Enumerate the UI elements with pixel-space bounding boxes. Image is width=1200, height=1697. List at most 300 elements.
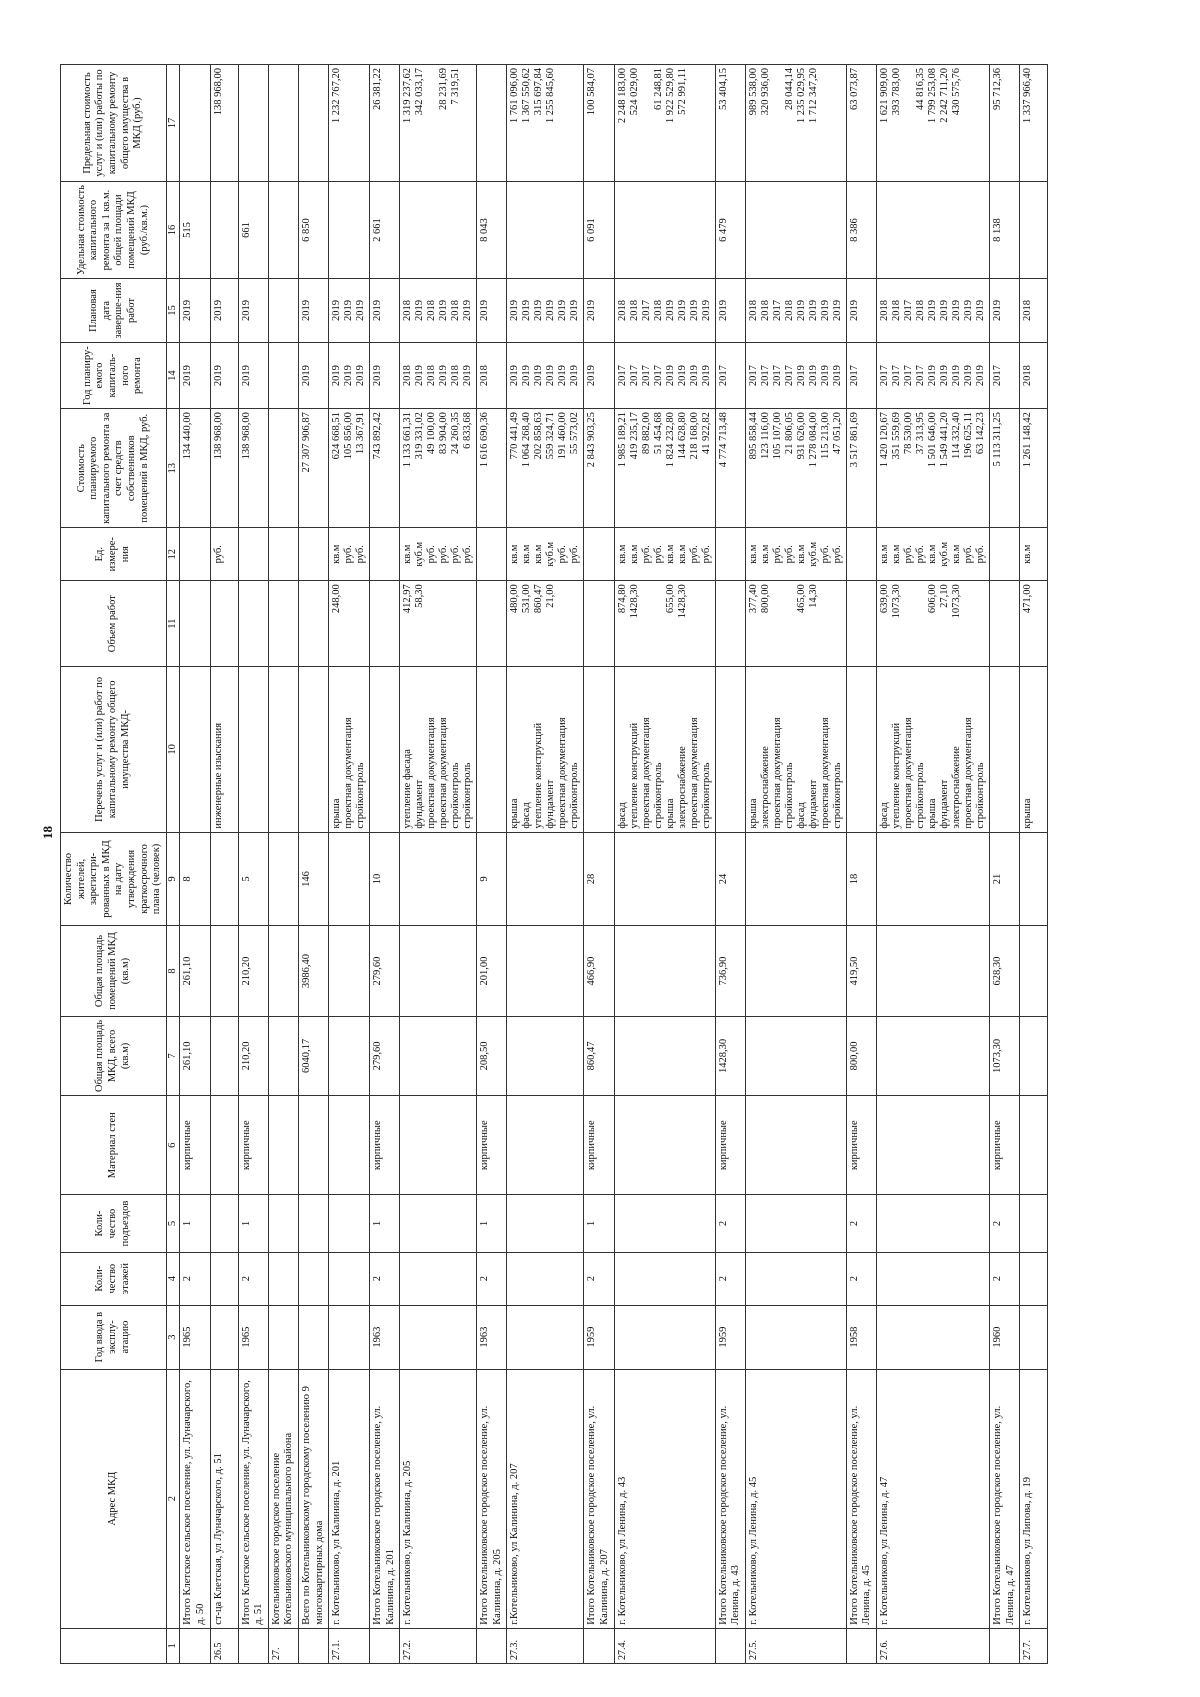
volume-value bbox=[426, 584, 438, 663]
volume-value: 14,30 bbox=[807, 584, 819, 608]
year-value: 2019 bbox=[795, 365, 807, 387]
work-item: проектная документация bbox=[426, 717, 438, 829]
specific-cost-cell bbox=[329, 182, 370, 279]
unit-value: кв.м bbox=[676, 544, 688, 564]
year-value: 2017 bbox=[747, 365, 759, 387]
residents-cell: 5 bbox=[238, 832, 268, 926]
work-item: фундамент bbox=[807, 779, 819, 829]
column-header: Год ввода в эксплу-атацию bbox=[61, 1305, 167, 1369]
volume-value bbox=[832, 584, 844, 663]
work-item: фасад bbox=[879, 802, 891, 829]
year-value: 2017 bbox=[717, 365, 729, 387]
completion-year-cell bbox=[990, 279, 1020, 343]
entrances-cell bbox=[1020, 1195, 1048, 1252]
work-item: стройконтроль bbox=[652, 762, 664, 829]
specific-cost-cell: 661 bbox=[238, 182, 268, 279]
volume-cell bbox=[400, 581, 477, 667]
works-cell bbox=[329, 667, 370, 832]
completion-year-cell bbox=[268, 279, 298, 343]
total-area-cell bbox=[1020, 1016, 1048, 1095]
year-value: 2019 bbox=[676, 365, 688, 387]
year-value: 2019 bbox=[355, 365, 367, 387]
total-area-cell: 1073,30 bbox=[990, 1016, 1020, 1095]
floors-cell: 2 bbox=[584, 1252, 614, 1305]
year-value: 2019 bbox=[831, 365, 843, 387]
residents-cell: 21 bbox=[990, 832, 1020, 926]
cost-cell bbox=[210, 409, 238, 528]
year-value: 2019 bbox=[331, 300, 343, 322]
limit-value: 28 044,14 bbox=[783, 68, 795, 110]
unit-value: руб. bbox=[963, 545, 975, 564]
volume-value: 465,00 bbox=[795, 584, 807, 614]
year-built-cell: 1960 bbox=[990, 1305, 1020, 1369]
year-value: 2018 bbox=[628, 300, 640, 322]
work-item: проектная документация bbox=[640, 717, 652, 829]
volume-cell bbox=[846, 581, 876, 667]
volume-cell bbox=[180, 581, 210, 667]
address-cell: Всего по Котельниковскому городскому поселению 9 многоквартирных дома bbox=[298, 1369, 328, 1628]
volume-value: 248,00 bbox=[331, 584, 343, 614]
volume-value: 471,00 bbox=[1022, 584, 1034, 614]
floors-cell: 2 bbox=[370, 1252, 400, 1305]
works-cell bbox=[846, 667, 876, 832]
limit-cost-cell bbox=[614, 65, 715, 182]
volume-value bbox=[903, 584, 915, 663]
year-value: 2017 bbox=[903, 300, 915, 322]
unit-cell bbox=[298, 528, 328, 581]
total-area-cell: 261,10 bbox=[180, 1016, 210, 1095]
year-value: 2018 bbox=[450, 300, 462, 322]
year-value: 2017 bbox=[640, 365, 652, 387]
residents-cell bbox=[329, 832, 370, 926]
address-cell: Итого Котельниковское городское поселение, ул. Ленина, д. 45 bbox=[846, 1369, 876, 1628]
limit-value: 989 538,00 bbox=[747, 68, 759, 116]
table-row bbox=[584, 65, 614, 1664]
work-item: фундамент bbox=[939, 779, 951, 829]
cost-cell bbox=[715, 409, 745, 528]
completion-year-cell bbox=[329, 279, 370, 343]
row-number bbox=[584, 1628, 614, 1663]
works-cell bbox=[745, 667, 846, 832]
specific-cost-cell bbox=[1020, 182, 1048, 279]
year-built-cell: 1965 bbox=[238, 1305, 268, 1369]
volume-value: 606,00 bbox=[927, 584, 939, 614]
entrances-cell bbox=[329, 1195, 370, 1252]
work-item: электроснабжение bbox=[951, 746, 963, 829]
cost-value: 123 116,00 bbox=[759, 412, 771, 460]
year-built-cell: 1963 bbox=[370, 1305, 400, 1369]
work-item: проектная документация bbox=[343, 717, 355, 829]
limit-value: 320 936,00 bbox=[759, 68, 771, 116]
column-header: Объем работ bbox=[61, 581, 167, 667]
completion-year-cell bbox=[715, 279, 745, 343]
year-value: 2018 bbox=[450, 365, 462, 387]
unit-value: кв.м bbox=[402, 544, 414, 564]
repair-year-cell bbox=[1020, 343, 1048, 409]
volume-value bbox=[784, 584, 796, 663]
works-cell bbox=[180, 667, 210, 832]
cost-value: 115 213,00 bbox=[819, 412, 831, 460]
column-number: 15 bbox=[166, 279, 180, 343]
premises-area-cell: 279,60 bbox=[370, 926, 400, 1016]
limit-cost-cell: 100 584,07 bbox=[584, 65, 614, 182]
limit-value: 1 235 029,95 bbox=[795, 68, 807, 124]
premises-area-cell bbox=[268, 926, 298, 1016]
unit-value: руб. bbox=[462, 545, 474, 564]
work-item: проектная документация bbox=[557, 717, 569, 829]
address-cell: г. Котельниково, ул Ленина, д. 45 bbox=[745, 1369, 846, 1628]
limit-value: 28 231,69 bbox=[438, 68, 450, 110]
wall-material-cell bbox=[329, 1096, 370, 1195]
work-item: стройконтроль bbox=[975, 762, 987, 829]
total-area-cell: 6040,17 bbox=[298, 1016, 328, 1095]
wall-material-cell: кирпичные bbox=[715, 1096, 745, 1195]
work-item: стройконтроль bbox=[355, 762, 367, 829]
unit-cell bbox=[846, 528, 876, 581]
cost-cell bbox=[370, 409, 400, 528]
repair-year-cell bbox=[584, 343, 614, 409]
column-number: 8 bbox=[166, 926, 180, 1016]
unit-value: кв.м bbox=[879, 544, 891, 564]
column-number: 13 bbox=[166, 409, 180, 528]
unit-value: руб. bbox=[700, 545, 712, 564]
year-value: 2019 bbox=[462, 300, 474, 322]
cost-value: 931 626,00 bbox=[795, 412, 807, 460]
table-row bbox=[507, 65, 584, 1664]
year-value: 2019 bbox=[533, 365, 545, 387]
work-item: проектная документация bbox=[819, 717, 831, 829]
volume-cell bbox=[210, 581, 238, 667]
year-value: 2019 bbox=[240, 365, 252, 387]
residents-cell bbox=[507, 832, 584, 926]
year-value: 2017 bbox=[640, 300, 652, 322]
year-value: 2019 bbox=[343, 300, 355, 322]
volume-cell bbox=[1020, 581, 1048, 667]
total-area-cell bbox=[400, 1016, 477, 1095]
year-value: 2018 bbox=[1022, 365, 1034, 387]
cost-value: 202 858,63 bbox=[533, 412, 545, 460]
cost-value: 743 892,42 bbox=[372, 412, 384, 460]
wall-material-cell bbox=[298, 1096, 328, 1195]
volume-value: 655,00 bbox=[664, 584, 676, 614]
volume-cell bbox=[329, 581, 370, 667]
wall-material-cell: кирпичные bbox=[584, 1096, 614, 1195]
floors-cell bbox=[210, 1252, 238, 1305]
table-row bbox=[268, 65, 298, 1664]
year-value: 2019 bbox=[992, 300, 1004, 322]
cost-value: 134 440,00 bbox=[182, 412, 194, 460]
works-cell bbox=[238, 667, 268, 832]
unit-value: руб. bbox=[819, 545, 831, 564]
year-value: 2018 bbox=[426, 300, 438, 322]
year-value: 2019 bbox=[586, 365, 598, 387]
year-value: 2017 bbox=[848, 365, 860, 387]
work-item: крыша bbox=[1022, 798, 1034, 829]
table-row bbox=[1020, 65, 1048, 1664]
limit-cost-cell: 95 712,36 bbox=[990, 65, 1020, 182]
cost-value: 4 774 713,48 bbox=[717, 412, 729, 468]
works-cell bbox=[507, 667, 584, 832]
unit-cell bbox=[877, 528, 990, 581]
work-item: инженерные изыскания bbox=[212, 722, 224, 829]
floors-cell bbox=[745, 1252, 846, 1305]
limit-value: 1 761 096,00 bbox=[509, 68, 521, 124]
table-row bbox=[238, 65, 268, 1664]
repair-year-cell bbox=[990, 343, 1020, 409]
volume-value: 1428,30 bbox=[628, 584, 640, 619]
premises-area-cell: 3986,40 bbox=[298, 926, 328, 1016]
limit-cost-cell bbox=[268, 65, 298, 182]
cost-cell bbox=[846, 409, 876, 528]
volume-value bbox=[462, 584, 474, 663]
year-value: 2019 bbox=[557, 300, 569, 322]
year-value: 2019 bbox=[939, 300, 951, 322]
volume-value bbox=[569, 584, 581, 663]
residents-cell: 24 bbox=[715, 832, 745, 926]
column-header: Общая площадь помещений МКД (кв.м) bbox=[61, 926, 167, 1016]
unit-value: руб. bbox=[652, 545, 664, 564]
total-area-cell: 279,60 bbox=[370, 1016, 400, 1095]
unit-value: руб. bbox=[903, 545, 915, 564]
unit-value: руб. bbox=[343, 545, 355, 564]
address-cell: ст-ца Клетская, ул Луначарского, д. 51 bbox=[210, 1369, 238, 1628]
total-area-cell: 210,20 bbox=[238, 1016, 268, 1095]
premises-area-cell: 419,50 bbox=[846, 926, 876, 1016]
limit-cost-cell bbox=[507, 65, 584, 182]
year-value: 2018 bbox=[879, 300, 891, 322]
work-item: утепление конструкций bbox=[891, 722, 903, 829]
year-value: 2019 bbox=[545, 300, 557, 322]
cost-cell bbox=[400, 409, 477, 528]
year-value: 2017 bbox=[915, 365, 927, 387]
residents-cell bbox=[1020, 832, 1048, 926]
volume-value bbox=[213, 584, 225, 663]
cost-value: 105 107,00 bbox=[771, 412, 783, 460]
residents-cell: 8 bbox=[180, 832, 210, 926]
specific-cost-cell: 8 386 bbox=[846, 182, 876, 279]
column-header: Плановая дата заверше-ния работ bbox=[61, 279, 167, 343]
unit-value: кв.м bbox=[1022, 544, 1034, 564]
table-row bbox=[715, 65, 745, 1664]
year-value: 2018 bbox=[747, 300, 759, 322]
unit-value: руб. bbox=[212, 545, 224, 564]
cost-cell bbox=[329, 409, 370, 528]
cost-value: 114 332,40 bbox=[951, 412, 963, 460]
cost-value: 624 668,51 bbox=[331, 412, 343, 460]
total-area-cell bbox=[268, 1016, 298, 1095]
cost-value: 770 441,49 bbox=[509, 412, 521, 460]
column-header: Количество жителей, зарегистри-рованных в МКД на дату утверждения краткосрочного плана (человек) bbox=[61, 832, 167, 926]
floors-cell: 2 bbox=[180, 1252, 210, 1305]
volume-value bbox=[557, 584, 569, 663]
entrances-cell bbox=[298, 1195, 328, 1252]
entrances-cell: 2 bbox=[715, 1195, 745, 1252]
year-value: 2019 bbox=[569, 300, 581, 322]
cost-cell bbox=[477, 409, 507, 528]
works-cell bbox=[715, 667, 745, 832]
cost-value: 196 625,11 bbox=[963, 412, 975, 460]
cost-value: 63 142,23 bbox=[975, 412, 987, 455]
year-built-cell bbox=[745, 1305, 846, 1369]
volume-value bbox=[450, 584, 462, 663]
year-value: 2019 bbox=[182, 365, 194, 387]
volume-value bbox=[641, 584, 653, 663]
specific-cost-cell: 8 043 bbox=[477, 182, 507, 279]
year-value: 2019 bbox=[462, 365, 474, 387]
year-value: 2019 bbox=[479, 300, 491, 322]
repair-year-cell bbox=[477, 343, 507, 409]
unit-value: кв.м bbox=[795, 544, 807, 564]
table-row bbox=[477, 65, 507, 1664]
unit-cell bbox=[210, 528, 238, 581]
year-built-cell: 1959 bbox=[715, 1305, 745, 1369]
residents-cell bbox=[400, 832, 477, 926]
unit-value: руб. bbox=[450, 545, 462, 564]
volume-value: 1073,30 bbox=[951, 584, 963, 619]
year-built-cell: 1958 bbox=[846, 1305, 876, 1369]
limit-cost-cell: 1 232 767,20 bbox=[329, 65, 370, 182]
unit-cell bbox=[990, 528, 1020, 581]
total-area-cell bbox=[329, 1016, 370, 1095]
table-row bbox=[400, 65, 477, 1664]
unit-cell bbox=[584, 528, 614, 581]
volume-cell bbox=[715, 581, 745, 667]
cost-value: 78 530,00 bbox=[903, 412, 915, 455]
volume-cell bbox=[614, 581, 715, 667]
year-value: 2019 bbox=[521, 365, 533, 387]
cost-cell bbox=[268, 409, 298, 528]
cost-value: 6 833,68 bbox=[462, 412, 474, 449]
unit-cell bbox=[238, 528, 268, 581]
column-header: Предельная стоимость услуг и (или) работы по капитальному ремонту общего имущества в МКД (руб.) bbox=[61, 65, 167, 182]
unit-value: руб. bbox=[355, 545, 367, 564]
completion-year-cell bbox=[745, 279, 846, 343]
year-value: 2019 bbox=[533, 300, 545, 322]
table-row bbox=[990, 65, 1020, 1664]
cost-value: 83 904,00 bbox=[438, 412, 450, 455]
unit-value: руб. bbox=[438, 545, 450, 564]
limit-value: 1 712 347,20 bbox=[807, 68, 819, 124]
unit-value: куб.м bbox=[807, 541, 819, 567]
unit-value: кв.м bbox=[891, 544, 903, 564]
floors-cell bbox=[1020, 1252, 1048, 1305]
year-built-cell bbox=[268, 1305, 298, 1369]
limit-cost-cell bbox=[298, 65, 328, 182]
premises-area-cell bbox=[400, 926, 477, 1016]
completion-year-cell bbox=[370, 279, 400, 343]
works-cell bbox=[477, 667, 507, 832]
volume-value: 1428,30 bbox=[676, 584, 688, 619]
unit-value: кв.м bbox=[331, 544, 343, 564]
row-number: 27.3. bbox=[507, 1628, 584, 1663]
year-value: 2019 bbox=[212, 365, 224, 387]
year-value: 2017 bbox=[628, 365, 640, 387]
cost-value: 351 559,69 bbox=[891, 412, 903, 460]
table-row bbox=[614, 65, 715, 1664]
cost-value: 24 260,35 bbox=[450, 412, 462, 455]
column-number: 14 bbox=[166, 343, 180, 409]
floors-cell bbox=[298, 1252, 328, 1305]
limit-cost-cell: 63 073,87 bbox=[846, 65, 876, 182]
row-number bbox=[370, 1628, 400, 1663]
address-cell: г. Котельниково, ул Ленина, д. 43 bbox=[614, 1369, 715, 1628]
premises-area-cell bbox=[329, 926, 370, 1016]
volume-value bbox=[438, 584, 450, 663]
address-cell: г. Котельниково, ул Липова, д. 19 bbox=[1020, 1369, 1048, 1628]
year-value: 2019 bbox=[963, 365, 975, 387]
year-value: 2019 bbox=[343, 365, 355, 387]
total-area-cell: 860,47 bbox=[584, 1016, 614, 1095]
year-value: 2019 bbox=[939, 365, 951, 387]
cost-value: 1 985 189,21 bbox=[616, 412, 628, 468]
column-number: 2 bbox=[166, 1369, 180, 1628]
volume-cell bbox=[990, 581, 1020, 667]
limit-cost-cell bbox=[238, 65, 268, 182]
address-cell: Итого Котельниковское городское поселение, ул. Ленина, д. 47 bbox=[990, 1369, 1020, 1628]
total-area-cell bbox=[614, 1016, 715, 1095]
row-number bbox=[180, 1628, 210, 1663]
limit-value bbox=[426, 68, 438, 178]
address-cell: г. Котельниково, ул Ленина, д. 47 bbox=[877, 1369, 990, 1628]
year-value: 2018 bbox=[759, 300, 771, 322]
repair-year-cell bbox=[329, 343, 370, 409]
work-item: проектная документация bbox=[963, 717, 975, 829]
volume-cell bbox=[298, 581, 328, 667]
year-value: 2019 bbox=[819, 365, 831, 387]
total-area-cell bbox=[507, 1016, 584, 1095]
work-item: крыша bbox=[331, 798, 343, 829]
cost-value: 559 324,71 bbox=[545, 412, 557, 460]
specific-cost-cell bbox=[877, 182, 990, 279]
specific-cost-cell bbox=[507, 182, 584, 279]
cost-value: 21 806,05 bbox=[783, 412, 795, 455]
year-value: 2019 bbox=[438, 365, 450, 387]
limit-cost-cell: 1 337 966,40 bbox=[1020, 65, 1048, 182]
year-value: 2019 bbox=[951, 365, 963, 387]
year-value: 2017 bbox=[903, 365, 915, 387]
cost-value: 105 856,00 bbox=[343, 412, 355, 460]
limit-cost-cell bbox=[877, 65, 990, 182]
cost-cell bbox=[298, 409, 328, 528]
year-value: 2017 bbox=[771, 365, 783, 387]
unit-value: руб. bbox=[771, 545, 783, 564]
repair-year-cell bbox=[877, 343, 990, 409]
year-value: 2017 bbox=[652, 365, 664, 387]
premises-area-cell bbox=[507, 926, 584, 1016]
year-value: 2018 bbox=[783, 300, 795, 322]
address-cell: Котельниковское городское поселение Котельниковского муниципального района bbox=[268, 1369, 298, 1628]
volume-value: 412,97 bbox=[402, 584, 414, 614]
year-value: 2019 bbox=[975, 365, 987, 387]
residents-cell bbox=[877, 832, 990, 926]
cost-cell bbox=[614, 409, 715, 528]
unit-value: кв.м bbox=[628, 544, 640, 564]
year-value: 2019 bbox=[700, 300, 712, 322]
column-header: Коли-чество подъездов bbox=[61, 1195, 167, 1252]
work-item: крыша bbox=[927, 798, 939, 829]
year-built-cell bbox=[298, 1305, 328, 1369]
entrances-cell: 2 bbox=[846, 1195, 876, 1252]
unit-value: руб. bbox=[688, 545, 700, 564]
year-value: 2019 bbox=[688, 300, 700, 322]
limit-value bbox=[772, 68, 784, 178]
volume-cell bbox=[370, 581, 400, 667]
limit-cost-cell: 53 404,15 bbox=[715, 65, 745, 182]
repair-year-cell bbox=[210, 343, 238, 409]
works-cell bbox=[990, 667, 1020, 832]
volume-value bbox=[772, 584, 784, 663]
limit-value: 315 697,84 bbox=[533, 68, 545, 116]
